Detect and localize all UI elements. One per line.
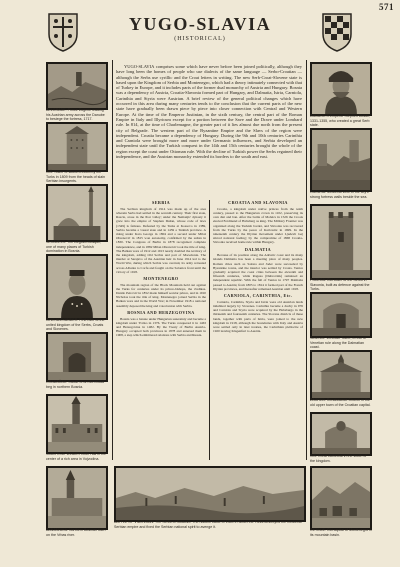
section-body: Because of its position along the Adriatic coast and its many islands Dalmatia has been a meeting place of many peoples. Roman cities such as Salona and Jader were succeeded by Byzantine towns, and the interior was settled by Croats. Venice gradually acquired the coast cities between the eleventh and fifteenth centuries, while Ragusa (Dubrovnik) remained an independent republic. With the fall of Venice in 1797 Dalmatia passed to Austria; from 1805 to 1814 it formed part of the French Illyrian provinces, and thereafter remained Austrian until 1918.: [213, 253, 303, 291]
photo-caption: SERAJEVO. The Begova Mosque, one of many places of Turkish domination in Bosnia.: [46, 240, 102, 254]
photo-banjaluka: [46, 466, 108, 540]
photo-caption: ZAGREB. Renaissance Church in the old upper town of the Croatian capital.: [310, 398, 371, 407]
photo-caption: NIŠ. Great cathedral in the south of the kingdom.: [310, 454, 367, 463]
section-heading: CROATIA AND SLAVONIA: [228, 200, 288, 205]
photo-caption: SUBOTICA. Western Town Hall in the center of a rich area in Vojvodina.: [46, 452, 106, 461]
photo-pozega-tower: [310, 204, 372, 292]
section-heading: CARNIOLA, CARINTHIA, Etc.: [223, 293, 293, 299]
left-column-rule: [112, 60, 113, 460]
photo-caption: GRADAČAC. Castle of an old feudal beg in northern Bosnia.: [46, 380, 105, 389]
photo-battle-of-vidovdan: [114, 466, 306, 540]
photo-caption: BATTLE OF VIDOVDAN. The Serbs of Kossovo. The historic battle of 1389 in which the Turks destroyed the medieval Serbian empire and fixed the Serbian national spirit to avenge it.: [114, 520, 302, 529]
text-column-left: [116, 200, 206, 462]
right-column-rule: [306, 60, 307, 460]
photo-serajevo-mosque: [46, 184, 108, 254]
section-montenegro: [116, 277, 206, 308]
photo-nis-cathedral: [310, 412, 372, 464]
section-body: The mountain region of the Black Mountain held out against the Turks for centuries under its prince-bishops, the vladikas. Danilo Petrović in 1852 made himself secular prince, and in 1910 Nicholas took the title of king. Montenegro joined Serbia in the Balkan wars and in the World War; in November 1918 a national assembly deposed the king and voted union with Serbia.: [116, 282, 206, 308]
section-heading: SERBIA: [152, 200, 170, 205]
photo-gradacac: [46, 332, 108, 390]
photo-caption: DAIJANO'S Emperor Stephen Dušan, 1331-1355, who created a great Serb state.: [310, 114, 371, 128]
photo-sibenik: [310, 292, 372, 350]
section-dalmatia: [213, 248, 303, 292]
section-body: Croatia, a kingdom under native princes from the tenth century, passed to the Hungarian crown in 1102, preserving its own diet and ban. After the battle of Mohács in 1526 the Croats elected Ferdinand of Habsburg as king. The Military Frontier was organized along the Turkish border, and Slavonia was recovered from the Turks by the peace of Karlowitz in 1699. In the nineteenth century the Illyrian movement under Ljudevit Gaj stirred national feeling; by the compromise of 1868 Croatia-Slavonia received home rule within Hungary.: [213, 206, 303, 245]
photo-stephen-dusan: [310, 62, 372, 128]
section-bosnia-herzegovina: [116, 311, 206, 338]
section-heading: MONTENEGRO: [143, 275, 179, 281]
section-body: Carniola, Carinthia, Styria and Istria were old Austrian lands inhabited largely by Slovenes. Carinthia became a duchy in 976 and Carniola and Styria were acquired by the Habsburgs in the thirteenth and fourteenth centuries. The Slovene districts of these lands, together with parts of Istria, were joined to the new kingdom in 1918, although the boundaries with Italy and Austria were settled only in later treaties, the Carinthian plebiscite of 1920 leaving Klagenfurt to Austria.: [213, 299, 303, 334]
section-body: Bosnia was a banate under Hungarian suzerainty and became a kingdom under Tvrtko in 1376. The Turks conquered it in 1463 and Herzegovina in 1482. By the Treaty of Berlin Austria-Hungary occupied both provinces in 1878 and annexed them in 1908, a step which embittered relations with Serbia and Russia.: [116, 316, 206, 338]
section-heading: BOSNIA AND HERZEGOVINA: [127, 309, 195, 315]
photo-caption: ŠIBENIK. Venetian Tower, a relic of Venetian rule along the Dalmatian coast.: [310, 336, 367, 350]
photo-caption: NIŠ. Tower of skulls erected by the Turks in 1809 from the heads of slain Serbian insurgents.: [46, 170, 105, 184]
section-heading: DALMATIA: [244, 246, 272, 252]
photo-cetinje: [310, 466, 372, 540]
photo-nis-tower: [46, 122, 108, 184]
photo-caption: POZEGA. Old tower of the Serbs in Slavonia, built as defence against the Turks.: [310, 278, 370, 292]
page-number: 571: [379, 2, 394, 12]
photo-subotica: [46, 394, 108, 462]
photo-ragusa: [310, 128, 372, 200]
photo-caption: KING ALEXANDER. First ruler of the united kingdom of the Serbs, Croats and Slovenes.: [46, 318, 105, 332]
page-header: [0, 10, 400, 56]
photo-zagreb-church: [310, 350, 372, 408]
photo-caption: BELGRADE. Prince Eugene leading his Austrian army across the Danube to besiege the fortress, 1717.: [46, 108, 105, 122]
section-serbia: [116, 201, 206, 274]
section-croatia-slavonia: [213, 201, 303, 245]
page-subtitle: (HISTORICAL): [174, 36, 226, 42]
photo-caption: RAGUSA. Medieval view of the city's strong fortress walls beside the sea.: [310, 190, 369, 199]
center-column-rule: [209, 200, 210, 460]
text-column-right: [213, 200, 303, 462]
section-body: The Serbian kingdom of 1914 was made up of the area wherein Serbs had settled in the seventh century. Their first state, Rascia, arose in the Ibar valley; under the Nemanjić dynasty it grew into the empire of Stephen Dušan, whose code of laws (1349) is famous. Defeated by the Turks at Kossovo in 1389, Serbia became a vassal state and in 1459 a Turkish province. A rising under Kara George in 1804 and a second under Miloš Obrenović in 1815 won autonomy, confirmed by the sultan in 1830. The Congress of Berlin in 1878 recognized complete independence, and in 1882 Milan Obrenović took the title of king. The Balkan wars of 1912 and 1913 nearly doubled the territory of the kingdom, adding Old Serbia and part of Macedonia. The murder at Sarajevo of the Austrian heir in June 1914 led to the World War, during which Serbia was overrun; its army retreated across Albania to Corfu and fought on the Salonica front until the victory of 1918.: [116, 206, 206, 274]
section-carniola-carinthia: [213, 294, 303, 333]
photo-king-alexander: [46, 254, 108, 332]
serbia-coat-of-arms-icon: [46, 10, 80, 52]
photo-belgrade: [46, 62, 108, 122]
photo-caption: CETINJE. Old capital of Montenegro in its mountain basin.: [310, 528, 372, 537]
photo-caption: BANJALUKA. Northern Bosnian town on the Vrbas river.: [46, 528, 106, 537]
intro-text: YUGO-SLAVIA comprises some which have never before been joined politically, although they have long been the homes of people who use dialects of the same language — Serbo-Croatian — although the Serbs use cyrillic and the Croat letters in writing. The new Serb-Croat-Slovene state is based upon the Kingdom of Serbia and Montenegro, which had a theory intimately connected with that of Turkey in Europe, and it includes parts of the former dual monarchy of Austria and Hungary. Bosnia was a dependency of Austria, Croatia-Slavonia formed part of Hungary, and Dalmatia, Istria, Carniola, Carinthia and Styria were Austrian. A brief review of the general political changes which have occurred in this area during many centuries tends to the conclusion that the current parts of the new state have gradually been drawn piece by piece into closer connection with Central and Western Europe. At the time of the Emperor Justinian, in the sixth century, the central part of the Roman Empire in Italy and Illyricum except for a portion between the Save and the Drave under Lombard rule. In 814, at the time of Charlemagne, the greater part of it lies almost due north from the present city of Belgrade. The western part of the Byzantine Empire and the Slavs of the region were independent. Croatia became a dependency of Hungary. During the 9th and 10th centuries Carinthia and Carniola were brought more and more under Germanic influences, and Serbia developed an independent state until the Turkish conquest in the 14th and 15th centuries brought the whole of the region except the coast under Ottoman rule. With the decline of Turkish power the Serbs regained their independence, and the Austrian monarchy extended its borders to the south and east.: [116, 64, 302, 160]
page-title: YUGO-SLAVIA: [128, 14, 272, 34]
croatia-coat-of-arms-icon: [320, 10, 354, 52]
